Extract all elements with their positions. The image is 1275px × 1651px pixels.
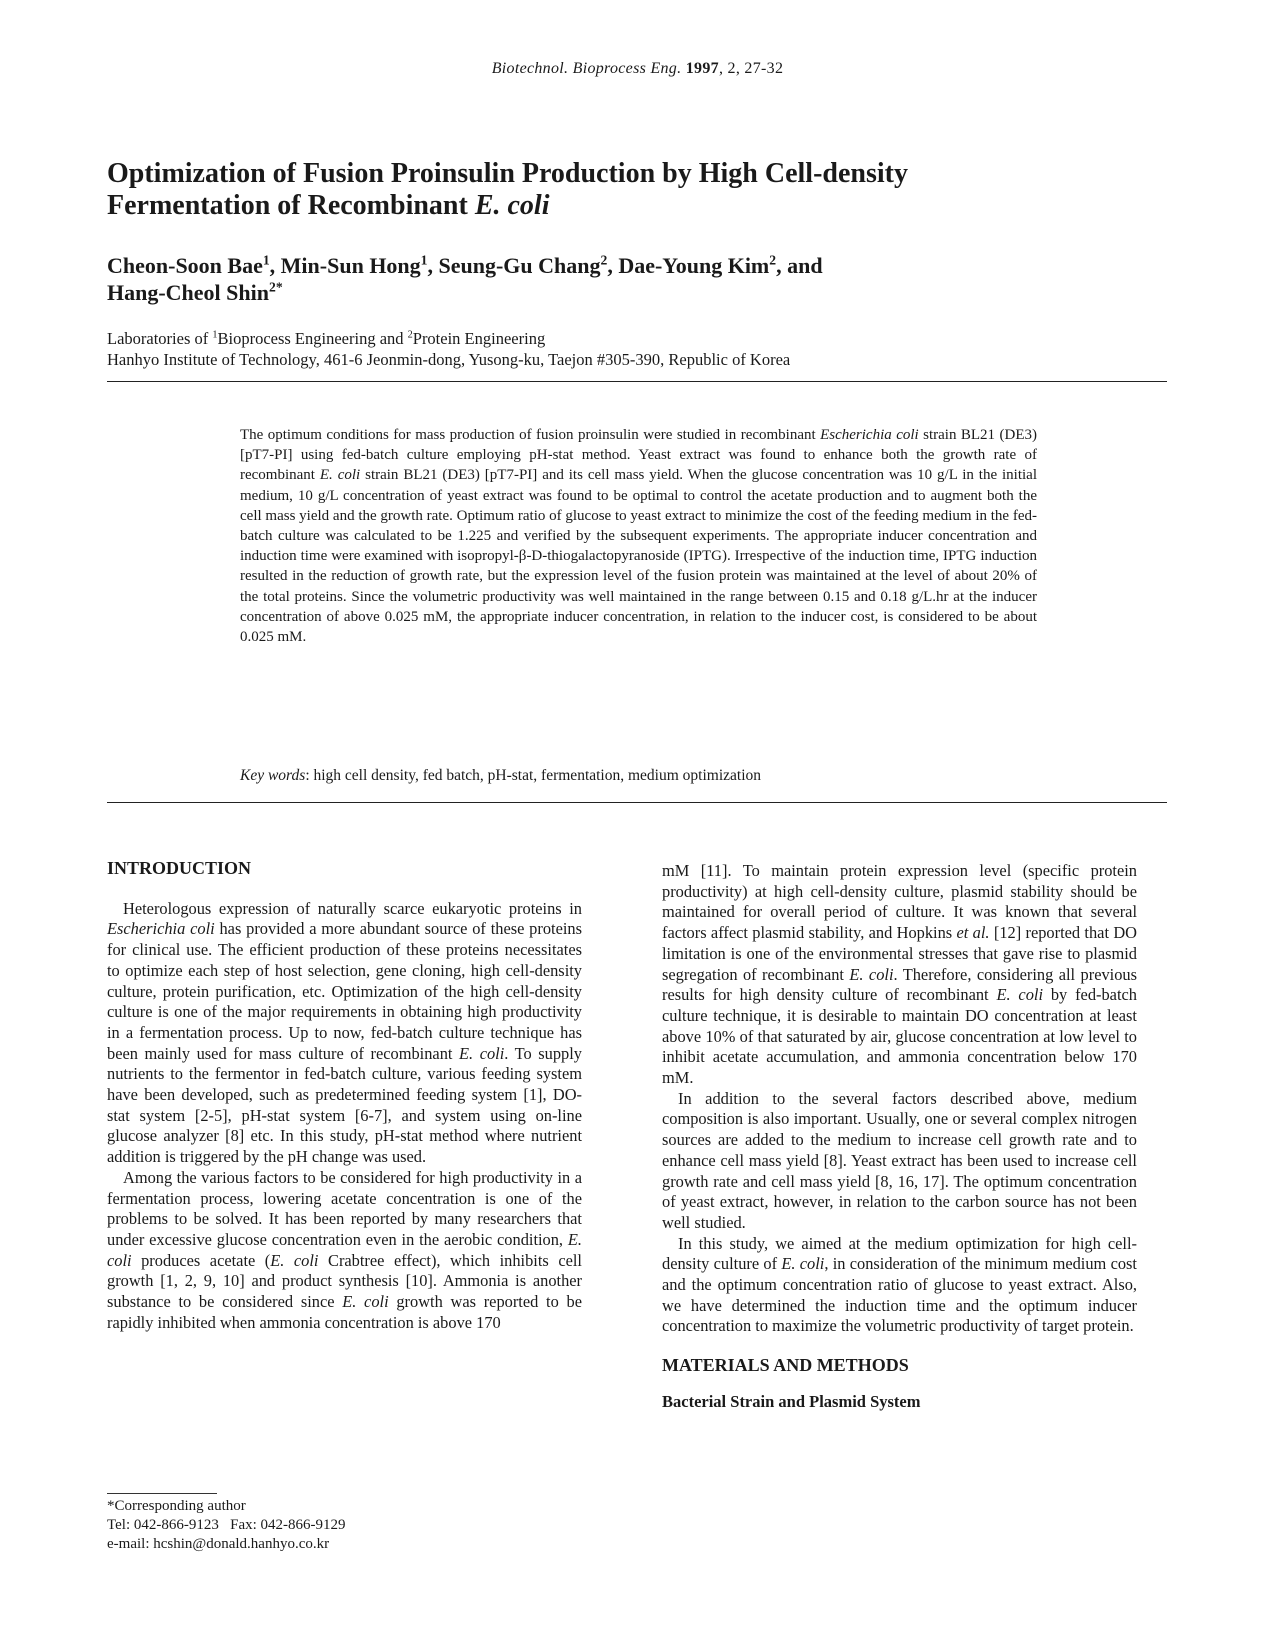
contact-email: e-mail: hcshin@donald.hanhyo.co.kr	[107, 1536, 330, 1552]
affiliation-dept: Bioprocess Engineering and	[217, 329, 408, 348]
intro-paragraph-1	[107, 899, 582, 1168]
paragraph-italic: Escherichia coli	[107, 919, 215, 939]
paragraph-italic: E. coli	[849, 964, 894, 984]
paragraph-italic: et al.	[956, 923, 990, 943]
abstract-italic: Escherichia coli	[820, 427, 919, 443]
title-line-1: Optimization of Fusion Proinsulin Production by High Cell-density	[107, 158, 908, 189]
paragraph-text: Heterologous expression of naturally scarce eukaryotic proteins in	[123, 898, 582, 918]
abstract-text: strain BL21 (DE3) [pT7-PI] and its cell mass yield. When the glucose concentration was 10 g/L in the initial medium, 10 g/L concentration of yeast extract was found to be optimal to control the acetate production and to augment both the cell mass yield and the growth rate. Optimum ratio of glucose to yeast extract to minimize the cost of the feeding medium in the fed-batch culture was calculated to be 1.225 and verified by the subsequent experiments. The appropriate inducer concentration and induction time were examined with isopropyl-β-D-thiogalactopyranoside (IPTG). Irrespective of the induction time, IPTG induction resulted in the reduction of growth rate, but the expression level of the fusion protein was maintained at the level of about 20% of the total proteins. Since the volumetric productivity was well maintained in the range between 0.15 and 0.18 g/L.hr at the inducer concentration of above 0.025 mM, the appropriate inducer concentration, in relation to the inducer cost, is considered to be about 0.025 mM.	[240, 467, 1038, 646]
left-column	[107, 858, 582, 1333]
contact-phone-line	[107, 1516, 582, 1535]
paper-title	[107, 158, 1167, 222]
paragraph-text: by fed-batch culture technique, it is desirable to maintain DO concentration at least above 10% of that saturated by air, glucose concentration at low level to inhibit acetate accumulation, and ammonia concentration below 170 mM.	[662, 985, 1137, 1088]
author-conjunction: and	[787, 253, 823, 278]
footnote-divider	[107, 1493, 217, 1494]
affiliation-line-2: Hanhyo Institute of Technology, 461-6 Jeonmin-dong, Yusong-ku, Taejon #305-390, Republic of Korea	[107, 350, 791, 369]
author-list	[107, 252, 1167, 306]
abstract-italic: E. coli	[319, 467, 361, 484]
keywords	[240, 766, 1037, 786]
paragraph-text: . Therefore, considering all previous results for high density culture of recombinant	[662, 964, 1137, 1005]
paragraph-text: mM [11]. To maintain protein expression level (specific protein productivity) at high cell-density culture, plasmid stability should be maintained for overall period of culture. It was known that several factors affect plasmid stability, and Hopkins	[662, 861, 1137, 943]
paragraph-italic: E. coli	[781, 1254, 825, 1274]
col2-paragraph-3	[662, 1234, 1137, 1338]
affiliation-sup: 1	[212, 329, 218, 341]
paragraph-text: Among the various factors to be considered for high productivity in a fermentation process, lowering acetate concentration is one of the problems to be solved. It has been reported by many researchers that under excessive glucose concentration even in the aerobic condition,	[107, 1167, 582, 1249]
author-name: Hang-Cheol Shin	[107, 280, 269, 305]
title-line-2-text: Fermentation of Recombinant	[107, 190, 475, 221]
title-organism: E. coli	[474, 190, 550, 221]
affiliation	[107, 328, 1167, 370]
bottom-divider	[107, 802, 1167, 803]
paragraph-text: produces acetate (	[131, 1250, 271, 1270]
journal-citation	[0, 60, 1275, 78]
author-line-1: Cheon-Soon Bae$^1$, Min-Sun Hong$^1$, Seung-Gu Chang$^2$, Dae-Young Kim$^2$, and	[107, 252, 823, 278]
paragraph-italic: E. coli	[459, 1043, 505, 1063]
author-sup: 2*	[269, 279, 283, 295]
journal-year: 1997	[685, 60, 719, 77]
paragraph-text: has provided a more abundant source of these proteins for clinical use. The efficient production of these proteins necessitates to optimize each step of host selection, gene cloning, high cell-density culture, protein purification, etc. Optimization of the high cell-density culture is one of the major requirements in obtaining high productivity in a fermentation process. Up to now, fed-batch culture technique has been mainly used for mass culture of recombinant	[107, 919, 582, 1063]
affiliation-line-1	[107, 328, 1167, 349]
footnote	[107, 1497, 582, 1554]
paragraph-italic: E. coli	[107, 1229, 582, 1270]
keywords-text: : high cell density, fed batch, pH-stat, fermentation, medium optimization	[305, 767, 762, 784]
top-divider	[107, 381, 1167, 382]
title-line-2	[107, 190, 1167, 222]
paragraph-text: growth was reported to be rapidly inhibited when ammonia concentration is above 170	[107, 1292, 582, 1332]
col2-paragraph-2: In addition to the several factors described above, medium composition is also important. Usually, one or several complex nitrogen sources are added to the medium to increase cell growth rate and to enhance cell mass yield [8]. Yeast extract has been used to increase cell growth rate and cell mass yield [8, 16, 17]. The optimum concentration of yeast extract, however, in relation to the carbon source has not been well studied.	[662, 1088, 1137, 1232]
intro-paragraph-2	[107, 1168, 582, 1334]
author-line-2	[107, 279, 1167, 306]
author-sup: 2	[600, 252, 608, 268]
abstract-text: The optimum conditions for mass production of fusion proinsulin were studied in recombinant	[240, 427, 821, 443]
paragraph-italic: E. coli	[342, 1292, 389, 1312]
corresponding-author: *Corresponding author	[107, 1498, 246, 1514]
paragraph-italic: E. coli	[270, 1250, 319, 1270]
strain-subheading: Bacterial Strain and Plasmid System	[662, 1391, 921, 1411]
paragraph-text: In this study, we aimed at the medium optimization for high cell-density culture of	[662, 1233, 1137, 1274]
paragraph-text: . To supply nutrients to the fermentor in fed-batch culture, various feeding system have been developed, such as predetermined feeding system [1], DO-stat system [2-5], pH-stat system [6-7], and system using on-line glucose analyzer [8] etc. In this study, pH-stat method where nutrient addition is triggered by the pH change was used.	[107, 1043, 582, 1167]
keywords-label: Key words	[240, 767, 306, 784]
affiliation-dept: Protein Engineering	[412, 329, 546, 348]
paragraph-text: , in consideration of the minimum medium cost and the optimum concentration ratio of glucose to yeast extract. Also, we have determined the induction time and the optimum inducer concentration to maximize the volumetric productivity of target protein.	[662, 1254, 1137, 1336]
affiliation-prefix: Laboratories of	[107, 329, 213, 348]
author-name: Cheon-Soon Bae	[107, 253, 263, 278]
author-sup: 1	[420, 252, 428, 268]
methods-heading: MATERIALS AND METHODS	[662, 1355, 909, 1376]
affiliation-sup: 2	[407, 329, 413, 341]
author-name: Seung-Gu Chang	[438, 253, 601, 278]
abstract	[240, 425, 1037, 647]
fax-number: Fax: 042-866-9129	[230, 1517, 346, 1533]
journal-name: Biotechnol. Bioprocess Eng.	[491, 60, 682, 77]
author-name: Dae-Young Kim	[618, 253, 770, 278]
author-sup: 1	[262, 252, 270, 268]
author-sup: 2	[769, 252, 777, 268]
author-name: Min-Sun Hong	[280, 253, 421, 278]
abstract-text: strain BL21 (DE3) [pT7-PI] using fed-batch culture employing pH-stat method. Yeast extract was found to enhance both the growth rate of recombinant	[240, 427, 1037, 484]
paragraph-italic: E. coli	[996, 985, 1043, 1005]
paragraph-text: Crabtree effect), which inhibits cell growth [1, 2, 9, 10] and product synthesis [10]. Ammonia is another substance to be considered since	[107, 1250, 582, 1312]
paragraph-text: [12] reported that DO limitation is one of the environmental stresses that gave rise to plasmid segregation of recombinant	[662, 923, 1137, 984]
journal-volume-pages: , 2, 27-32	[718, 60, 784, 77]
intro-heading: INTRODUCTION	[107, 858, 252, 878]
col2-paragraph-1	[662, 861, 1137, 1089]
phone-number: Tel: 042-866-9123	[107, 1517, 219, 1533]
right-column	[662, 861, 1137, 1413]
